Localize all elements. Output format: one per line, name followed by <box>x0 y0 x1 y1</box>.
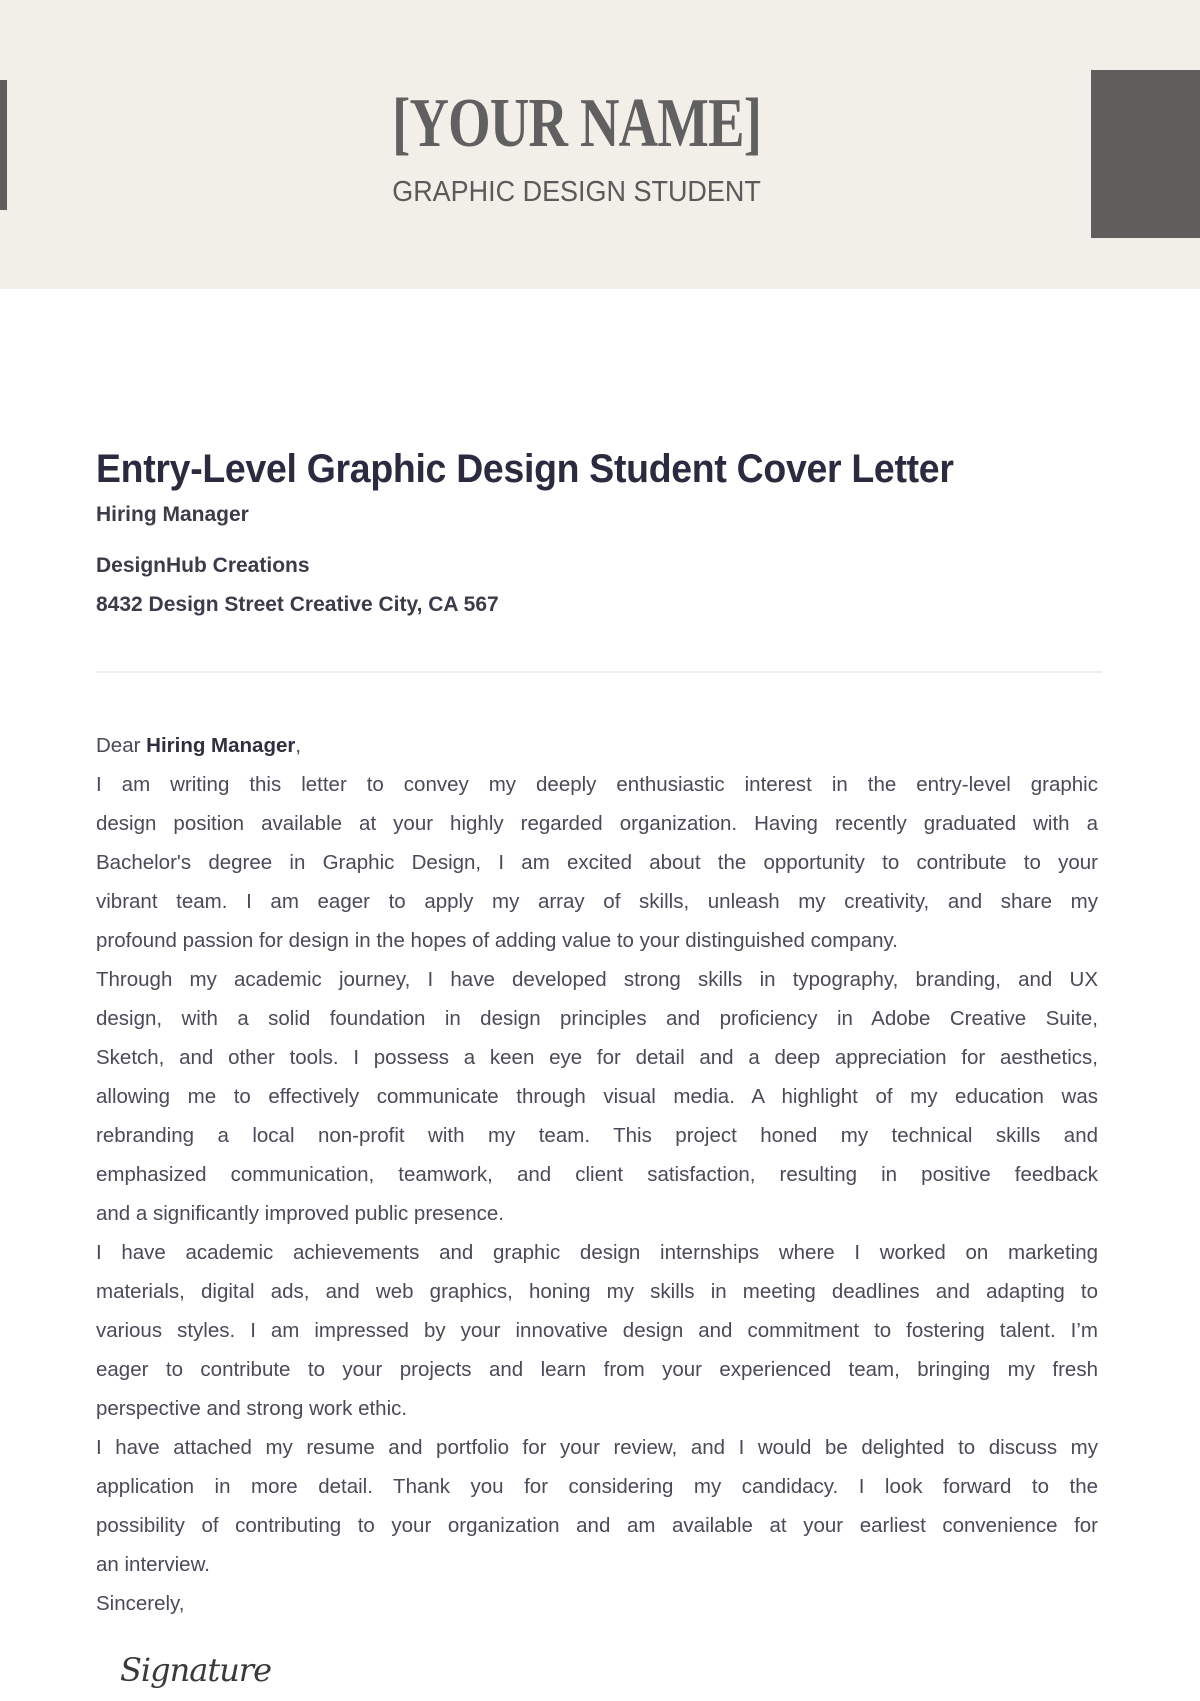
paragraph-line: an interview. <box>96 1553 210 1576</box>
paragraph-line: Bachelor's degree in Graphic Design, I am excited about the opportunity to contribute to your <box>96 851 1098 874</box>
salutation-prefix: Dear <box>96 734 147 757</box>
recipient-address: 8432 Design Street Creative City, CA 567 <box>96 593 499 616</box>
letter-paragraphs <box>96 765 1098 1584</box>
paragraph-line: I have academic achievements and graphic design internships where I worked on marketing <box>96 1241 1098 1264</box>
paragraph-line: Through my academic journey, I have developed strong skills in typography, branding, and UX <box>96 968 1098 991</box>
paragraph-line: and a significantly improved public presence. <box>96 1202 504 1225</box>
letter-paragraph <box>96 765 1098 960</box>
paragraph-line: vibrant team. I am eager to apply my array of skills, unleash my creativity, and share my <box>96 890 1098 913</box>
letter-paragraph <box>96 1428 1098 1584</box>
decorative-left-bar <box>0 80 7 210</box>
salutation <box>96 726 1098 765</box>
paragraph-line: materials, digital ads, and web graphics, honing my skills in meeting deadlines and adapting to <box>96 1280 1098 1303</box>
paragraph-line: perspective and strong work ethic. <box>96 1397 408 1420</box>
paragraph-line: design position available at your highly regarded organization. Having recently graduated with a <box>96 812 1098 835</box>
paragraph-line: profound passion for design in the hopes of adding value to your distinguished company. <box>96 929 898 952</box>
paragraph-line: allowing me to effectively communicate through visual media. A highlight of my education was <box>96 1085 1098 1108</box>
applicant-name: [YOUR NAME] <box>392 85 762 162</box>
applicant-role: GRAPHIC DESIGN STUDENT <box>392 176 761 208</box>
recipient-name: Hiring Manager <box>96 503 249 526</box>
paragraph-line: various styles. I am impressed by your innovative design and commitment to fostering talent. I’m <box>96 1319 1098 1342</box>
section-divider <box>96 671 1102 673</box>
paragraph-line: application in more detail. Thank you for considering my candidacy. I look forward to the <box>96 1475 1098 1498</box>
decorative-right-block <box>1091 70 1200 238</box>
letter-paragraph <box>96 960 1098 1233</box>
letter-header <box>0 0 1200 289</box>
salutation-suffix: , <box>295 734 302 757</box>
paragraph-line: possibility of contributing to your organization and am available at your earliest convenience for <box>96 1514 1098 1537</box>
paragraph-line: emphasized communication, teamwork, and client satisfaction, resulting in positive feedback <box>96 1163 1098 1186</box>
document-title: Entry-Level Graphic Design Student Cover Letter <box>96 447 954 491</box>
paragraph-line: eager to contribute to your projects and learn from your experienced team, bringing my fresh <box>96 1358 1098 1381</box>
letter-body <box>96 726 1098 1623</box>
recipient-company: DesignHub Creations <box>96 554 310 577</box>
paragraph-line: Sketch, and other tools. I possess a keen eye for detail and a deep appreciation for aesthetics, <box>96 1046 1098 1069</box>
paragraph-line: I am writing this letter to convey my deeply enthusiastic interest in the entry-level graphic <box>96 773 1098 796</box>
paragraph-line: rebranding a local non-profit with my team. This project honed my technical skills and <box>96 1124 1098 1147</box>
signature: Signature <box>120 1651 272 1689</box>
closing: Sincerely, <box>96 1592 185 1615</box>
salutation-name: Hiring Manager <box>146 734 296 757</box>
paragraph-line: design, with a solid foundation in design principles and proficiency in Adobe Creative Suite, <box>96 1007 1098 1030</box>
paragraph-line: I have attached my resume and portfolio for your review, and I would be delighted to discuss my <box>96 1436 1098 1459</box>
letter-paragraph <box>96 1233 1098 1428</box>
